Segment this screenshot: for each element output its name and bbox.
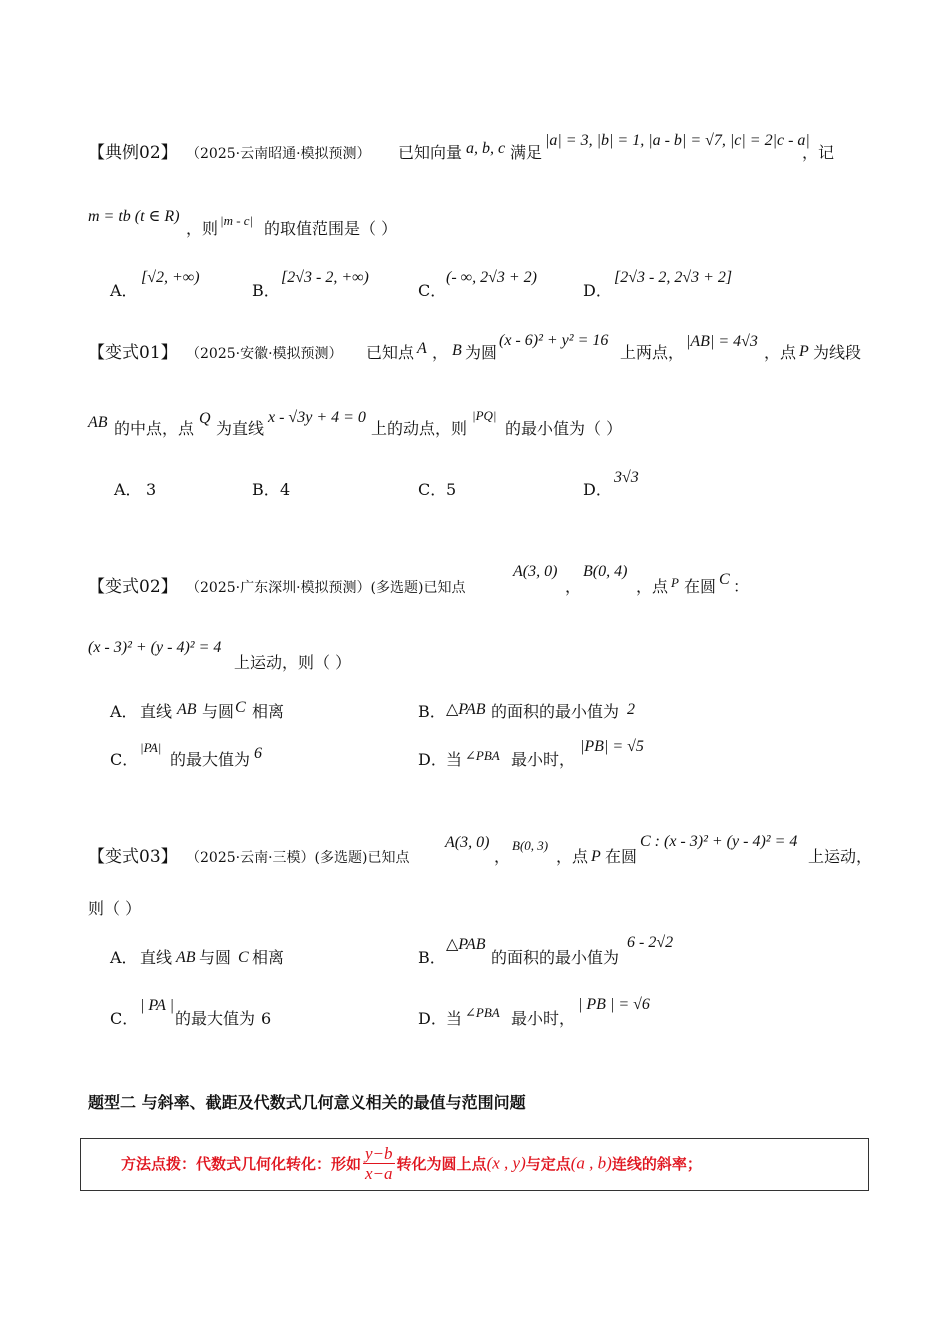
v03-option-a-c: C: [238, 949, 249, 966]
tip-middle-2: 与定点: [525, 1155, 571, 1173]
variant01-text-2: 为圆: [465, 343, 498, 362]
option-a-label: A．: [110, 281, 138, 300]
circle-c-equation-3: C : (x - 3)² + (y - 4)² = 4: [640, 833, 798, 850]
variant03-text-2: 在圆: [605, 847, 638, 866]
variant01-text-5: 为线段: [813, 343, 862, 362]
variant03-text-1: ，点: [556, 847, 589, 866]
vectors-math: a, b, c: [466, 140, 506, 157]
condition-word: 满足: [510, 143, 543, 162]
method-tip: [121, 1144, 702, 1186]
section-title: 题型二 与斜率、截距及代数式几何意义相关的最值与范围问题: [88, 1093, 526, 1112]
v01-option-a-value: 3: [146, 480, 157, 499]
variant02-text-3: 上运动，则（ ）: [234, 653, 352, 672]
tip-suffix: 连线的斜率；: [611, 1155, 702, 1173]
v01-option-c-label: C．: [418, 480, 447, 499]
point-q-math: Q: [199, 410, 211, 427]
v02-option-c-value: 6: [254, 745, 262, 762]
v03-option-b-label: B．: [418, 948, 446, 967]
comma-ji: ，记: [802, 143, 835, 162]
variant01-text-3: 上两点，: [620, 343, 685, 362]
variant03-text-3: 上运动，: [808, 847, 873, 866]
variant01-text-4: ，点: [764, 343, 797, 362]
v03-option-c-label: C．: [110, 1009, 139, 1028]
v02-option-a-ab: AB: [177, 701, 197, 718]
variant02-text-1: ，点: [636, 577, 669, 596]
v03-option-b-triangle: △PAB: [446, 936, 486, 953]
option-b-label: B．: [252, 281, 280, 300]
v02-option-a-pre: 直线: [140, 702, 173, 721]
option-c-value: (- ∞, 2√3 + 2): [446, 269, 537, 286]
tip-fraction-numerator: y−b: [365, 1144, 393, 1163]
option-d-value: [2√3 - 2, 2√3 + 2]: [614, 269, 733, 286]
v03-option-a-label: A．: [110, 948, 138, 967]
tip-fraction-denominator: x−a: [365, 1164, 393, 1183]
v03-option-b-value: 6 - 2√2: [627, 934, 674, 951]
v02-option-b-triangle: △PAB: [446, 701, 486, 718]
variant02-text-2: 在圆: [684, 577, 717, 596]
v02-option-c-expr: |PA|: [140, 740, 162, 755]
v02-option-a-post: 相离: [252, 702, 285, 721]
variant02-source: （2025·广东深圳·模拟预测）(多选题)已知点: [186, 580, 466, 596]
v02-option-b-value: 2: [627, 701, 635, 718]
v02-option-d-text: 最小时，: [511, 750, 576, 769]
variant03-source: （2025·云南·三模）(多选题)已知点: [186, 850, 410, 866]
v01-option-d-value: 3√3: [614, 469, 639, 486]
tip-fraction: [363, 1144, 395, 1183]
v02-option-b-label: B．: [418, 702, 446, 721]
circle-equation-2: (x - 3)² + (y - 4)² = 4: [88, 639, 222, 656]
sep-comma-3: ，: [494, 847, 511, 866]
circle-equation-math: (x - 6)² + y² = 16: [499, 332, 609, 349]
v03-option-d-expr: | PB | = √6: [578, 996, 650, 1013]
v03-option-a-mid: 与圆: [199, 948, 232, 967]
v03-option-a-pre: 直线: [140, 948, 173, 967]
m-definition-math: m = tb (t ∈ R): [88, 208, 180, 225]
v02-option-d-label: D．: [418, 750, 447, 769]
tip-point-xy: (x , y): [486, 1153, 526, 1173]
circle-c-math: C: [719, 571, 730, 588]
variant01-text-1: 已知点: [366, 343, 415, 362]
variant03-tag: 【变式03】: [88, 847, 178, 867]
tip-prefix: 方法点拨：代数式几何化转化：形如: [121, 1155, 362, 1173]
point-p-math: P: [799, 343, 809, 360]
example-intro: 已知向量: [398, 143, 463, 162]
sep-comma-2: ，: [565, 577, 582, 596]
pq-abs-math: |PQ|: [472, 408, 497, 423]
v02-option-b-text: 的面积的最小值为: [491, 702, 620, 721]
v02-option-c-label: C．: [110, 750, 139, 769]
point-b-coords: B(0, 4): [583, 563, 628, 580]
point-a-coords: A(3, 0): [513, 563, 558, 580]
v02-option-d-angle: ∠PBA: [465, 748, 500, 763]
example-tag: 【典例02】: [88, 143, 178, 163]
colon: ：: [733, 577, 750, 596]
v03-option-a-post: 相离: [252, 948, 285, 967]
ab-length-math: |AB| = 4√3: [686, 333, 758, 350]
variant01-text-6: 的中点，点: [114, 419, 195, 438]
v03-option-d-label: D．: [418, 1009, 447, 1028]
tip-point-ab: (a , b): [570, 1153, 612, 1173]
point-b-coords-3: B(0, 3): [512, 838, 549, 853]
segment-ab-math: AB: [88, 414, 108, 431]
v02-option-a-mid: 与圆: [202, 702, 235, 721]
line-equation-math: x - √3y + 4 = 0: [268, 409, 366, 426]
v01-option-b-label: B．: [252, 480, 280, 499]
v01-option-b-value: 4: [280, 480, 291, 499]
v03-option-c-text: 的最大值为: [175, 1009, 256, 1028]
v01-option-d-label: D．: [583, 480, 612, 499]
point-a-coords-3: A(3, 0): [445, 834, 490, 851]
v03-option-d-angle: ∠PBA: [465, 1005, 500, 1020]
v01-option-a-label: A．: [114, 480, 142, 499]
v03-option-d-text: 最小时，: [511, 1009, 576, 1028]
variant01-text-7: 为直线: [216, 419, 265, 438]
point-p-math-3: P: [591, 848, 601, 865]
tip-middle: 转化为圆上点: [396, 1155, 487, 1173]
point-b-math: B: [452, 342, 462, 359]
abs-m-minus-c: |m - c|: [220, 213, 254, 228]
variant01-text-8: 上的动点，则: [371, 419, 468, 438]
example-source: （2025·云南昭通·模拟预测）: [186, 146, 371, 162]
v03-option-a-ab: AB: [176, 949, 196, 966]
variant03-text-4: 则（ ）: [88, 899, 142, 918]
option-d-label: D．: [583, 281, 612, 300]
v02-option-c-text: 的最大值为: [170, 750, 251, 769]
v01-option-c-value: 5: [446, 480, 457, 499]
option-c-label: C．: [418, 281, 447, 300]
v03-option-c-expr: | PA |: [140, 997, 174, 1014]
v03-option-b-text: 的面积的最小值为: [491, 948, 620, 967]
v02-option-d-expr: |PB| = √5: [580, 738, 644, 755]
v03-option-c-value: 6: [261, 1009, 272, 1028]
v03-option-d-pre: 当: [446, 1009, 463, 1028]
question-text: 的取值范围是（ ）: [264, 219, 398, 238]
point-p-math-2: P: [671, 575, 679, 590]
sep-comma: ，: [432, 343, 449, 362]
variant01-tag: 【变式01】: [88, 343, 178, 363]
v02-option-a-c: C: [235, 699, 246, 716]
then-word: ，则: [186, 219, 219, 238]
option-b-value: [2√3 - 2, +∞): [281, 269, 369, 286]
point-a-math: A: [417, 340, 427, 357]
vector-condition-math: |a| = 3, |b| = 1, |a - b| = √7, |c| = 2|c - a|: [545, 132, 810, 149]
v02-option-d-pre: 当: [446, 750, 463, 769]
variant01-question: 的最小值为（ ）: [505, 419, 623, 438]
v02-option-a-label: A．: [110, 702, 138, 721]
option-a-value: [√2, +∞): [141, 269, 200, 286]
variant02-tag: 【变式02】: [88, 577, 178, 597]
variant01-source: （2025·安徽·模拟预测）: [186, 346, 343, 362]
